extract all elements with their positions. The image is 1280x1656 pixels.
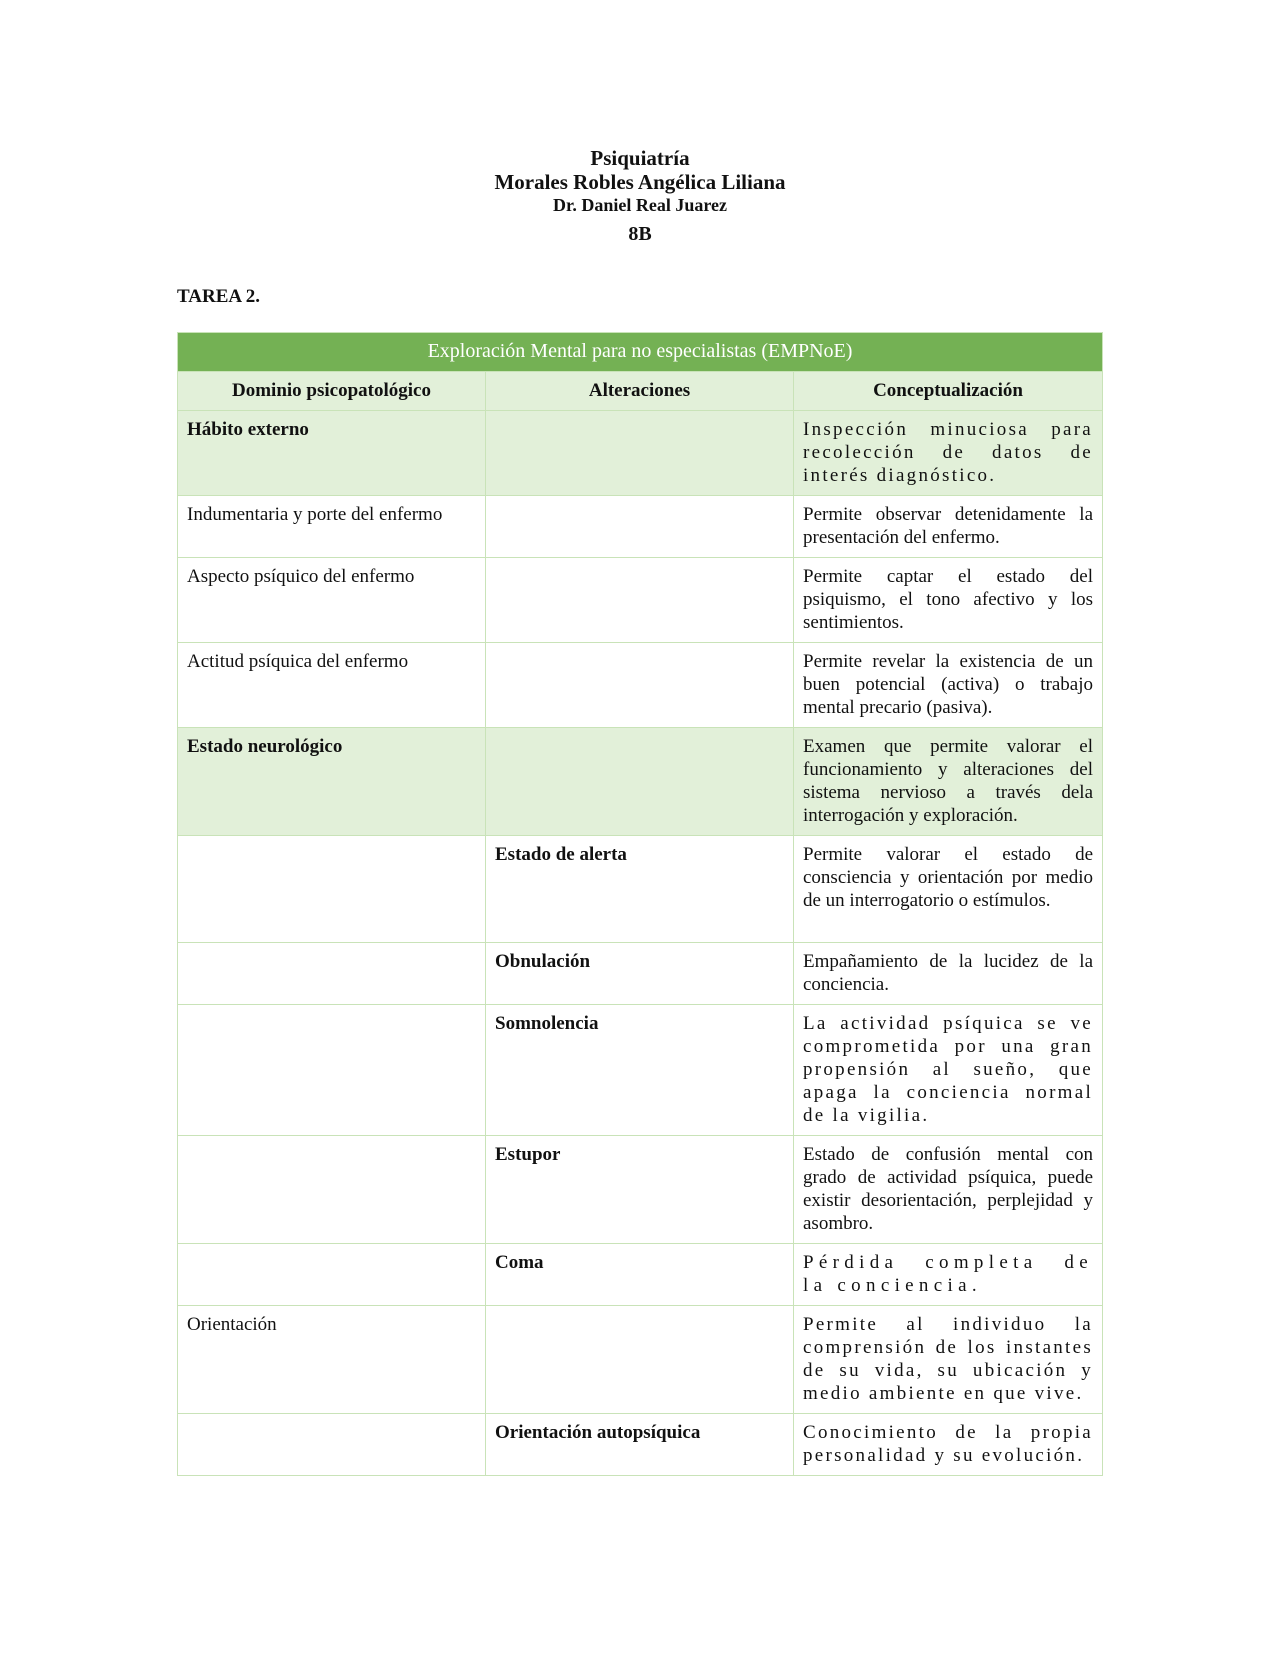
column-header-concept: Conceptualización <box>794 372 1103 411</box>
table-row <box>178 411 1103 496</box>
domain-cell <box>178 1244 486 1306</box>
doctor-name: Dr. Daniel Real Juarez <box>553 195 727 215</box>
domain-cell: Hábito externo <box>178 411 486 496</box>
column-header-alterations: Alteraciones <box>486 372 794 411</box>
concept-cell: Pérdida completa de la conciencia. <box>794 1244 1103 1306</box>
concept-cell: Permite valorar el estado de consciencia y orientación por medio de un interrogatorio o estímulos. <box>794 836 1103 943</box>
table-row <box>178 496 1103 558</box>
alteration-cell: Somnolencia <box>486 1005 794 1136</box>
alteration-cell: Estupor <box>486 1136 794 1244</box>
table-row <box>178 1136 1103 1244</box>
concept-cell: Permite revelar la existencia de un buen potencial (activa) o trabajo mental precario (pasiva). <box>794 643 1103 728</box>
concept-cell: Examen que permite valorar el funcionamiento y alteraciones del sistema nervioso a través dela interrogación y exploración. <box>794 728 1103 836</box>
alteration-cell <box>486 411 794 496</box>
alteration-cell: Obnulación <box>486 943 794 1005</box>
concept-cell: Permite observar detenidamente la presentación del enfermo. <box>794 496 1103 558</box>
domain-cell: Indumentaria y porte del enfermo <box>178 496 486 558</box>
domain-cell <box>178 1005 486 1136</box>
table-row <box>178 1244 1103 1306</box>
table-title: Exploración Mental para no especialistas (EMPNoE) <box>178 333 1103 372</box>
column-header-domain: Dominio psicopatológico <box>178 372 486 411</box>
concept-cell: Conocimiento de la propia personalidad y su evolución. <box>794 1414 1103 1476</box>
concept-cell: Permite al individuo la comprensión de los instantes de su vida, su ubicación y medio ambiente en que vive. <box>794 1306 1103 1414</box>
alteration-cell <box>486 558 794 643</box>
subject-title: Psiquiatría <box>590 146 690 170</box>
concept-cell: Estado de confusión mental con grado de actividad psíquica, puede existir desorientación, perplejidad y asombro. <box>794 1136 1103 1244</box>
table-row <box>178 558 1103 643</box>
alteration-cell: Coma <box>486 1244 794 1306</box>
table-row <box>178 1414 1103 1476</box>
domain-cell: Estado neurológico <box>178 728 486 836</box>
alteration-cell: Estado de alerta <box>486 836 794 943</box>
table-row <box>178 728 1103 836</box>
concept-cell: Inspección minuciosa para recolección de datos de interés diagnóstico. <box>794 411 1103 496</box>
concept-cell: Empañamiento de la lucidez de la conciencia. <box>794 943 1103 1005</box>
table-row <box>178 943 1103 1005</box>
domain-cell <box>178 836 486 943</box>
concept-cell: La actividad psíquica se ve comprometida por una gran propensión al sueño, que apaga la conciencia normal de la vigilia. <box>794 1005 1103 1136</box>
table-header-row <box>178 372 1103 411</box>
alteration-cell: Orientación autopsíquica <box>486 1414 794 1476</box>
alteration-cell <box>486 1306 794 1414</box>
domain-cell <box>178 943 486 1005</box>
domain-cell <box>178 1414 486 1476</box>
alteration-cell <box>486 643 794 728</box>
empnoe-table <box>177 332 1103 1476</box>
table-row <box>178 643 1103 728</box>
domain-cell: Orientación <box>178 1306 486 1414</box>
domain-cell: Aspecto psíquico del enfermo <box>178 558 486 643</box>
domain-cell: Actitud psíquica del enfermo <box>178 643 486 728</box>
table-row <box>178 1306 1103 1414</box>
table-row <box>178 836 1103 943</box>
concept-cell: Permite captar el estado del psiquismo, el tono afectivo y los sentimientos. <box>794 558 1103 643</box>
table-title-row <box>178 333 1103 372</box>
alteration-cell <box>486 496 794 558</box>
task-label: TAREA 2. <box>177 286 261 307</box>
domain-cell <box>178 1136 486 1244</box>
document-header <box>0 146 1280 246</box>
table-row <box>178 1005 1103 1136</box>
student-name: Morales Robles Angélica Liliana <box>494 170 786 194</box>
group-label: 8B <box>628 223 652 245</box>
alteration-cell <box>486 728 794 836</box>
